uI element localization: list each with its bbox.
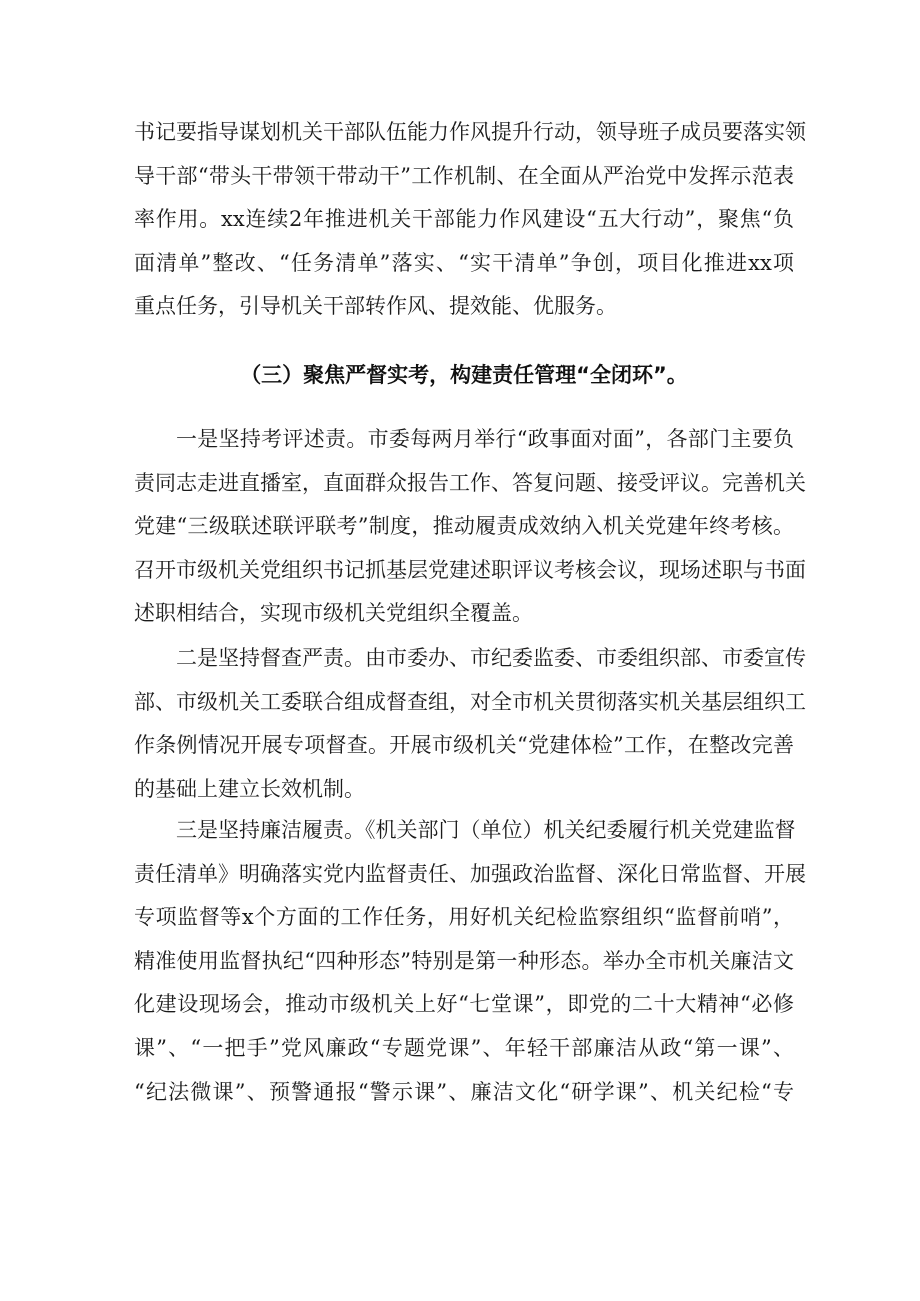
paragraph-supervision bbox=[134, 637, 806, 811]
text-line: “纪法微课”、预警通报“警示课”、廉洁文化“研学课”、机关纪检“专 bbox=[134, 1079, 794, 1104]
text-line: 的基础上建立长效机制。 bbox=[134, 776, 365, 801]
text-line: 作条例情况开展专项督查。开展市级机关“党建体检”工作，在整改完善 bbox=[134, 733, 794, 758]
paragraph-cadre-action bbox=[134, 111, 806, 329]
text-line: 党建“三级联述联评联考”制度，推动履责成效纳入机关党建年终考核。 bbox=[134, 514, 794, 539]
paragraph-evaluation bbox=[134, 418, 806, 636]
text-line: 精准使用监督执纪“四种形态”特别是第一种形态。举办全市机关廉洁文 bbox=[134, 948, 794, 973]
paragraph-integrity bbox=[134, 809, 806, 1114]
text-line: 部、市级机关工委联合组成督查组，对全市机关贯彻落实机关基层组织工 bbox=[134, 689, 806, 714]
text-line: 率作用。xx连续2年推进机关干部能力作风建设“五大行动”，聚焦“负 bbox=[134, 207, 794, 232]
text-line: 专项监督等x个方面的工作任务，用好机关纪检监察组织“监督前哨”， bbox=[134, 905, 794, 930]
text-line: 书记要指导谋划机关干部队伍能力作风提升行动，领导班子成员要落实领 bbox=[134, 120, 806, 144]
text-line: 一是坚持考评述责。市委每两月举行“政事面对面”，各部门主要负 bbox=[176, 427, 794, 451]
text-line: 导干部“带头干带领干带动干”工作机制、在全面从严治党中发挥示范表 bbox=[134, 163, 794, 188]
text-line: 重点任务，引导机关干部转作风、提效能、优服务。 bbox=[134, 294, 617, 319]
text-line: 三是坚持廉洁履责。《机关部门（单位）机关纪委履行机关党建监督 bbox=[176, 818, 796, 842]
text-line: 召开市级机关党组织书记抓基层党建述职评议考核会议，现场述职与书面 bbox=[134, 557, 806, 582]
text-line: 责任清单》明确落实党内监督责任、加强政治监督、深化日常监督、开展 bbox=[134, 861, 806, 886]
text-line: 课”、“一把手”党风廉政“专题党课”、年轻干部廉洁从政“第一课”、 bbox=[134, 1035, 794, 1060]
section-heading: （三）聚焦严督实考，构建责任管理“全闭环”。 bbox=[240, 363, 688, 387]
text-line: 面清单”整改、“任务清单”落实、“实干清单”争创，项目化推进xx项 bbox=[134, 250, 794, 275]
text-line: 二是坚持督查严责。由市委办、市纪委监委、市委组织部、市委宣传 bbox=[176, 646, 806, 670]
text-line: 责同志走进直播室，直面群众报告工作、答复问题、接受评议。完善机关 bbox=[134, 470, 806, 495]
text-line: 述职相结合，实现市级机关党组织全覆盖。 bbox=[134, 601, 533, 626]
text-line: 化建设现场会，推动市级机关上好“七堂课”，即党的二十大精神“必修 bbox=[134, 992, 794, 1017]
